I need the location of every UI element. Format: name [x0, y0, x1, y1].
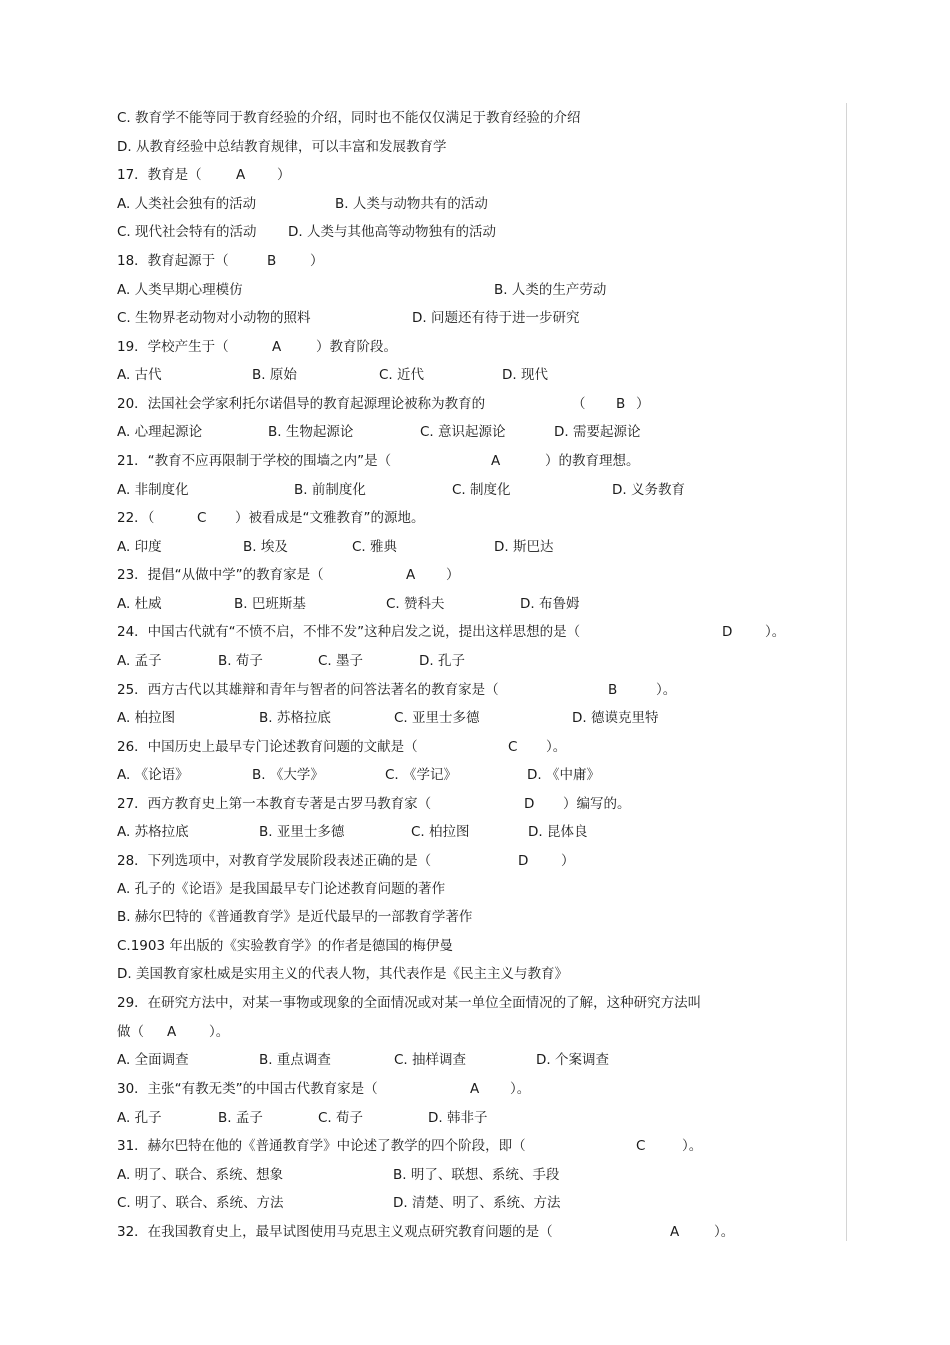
text-segment: C. 明了、联合、系统、方法 — [117, 1195, 284, 1211]
text-segment: 24．中国古代就有“不愤不启，不悱不发”这种启发之说，提出这样思想的是（ — [117, 624, 581, 640]
text-segment: C. 雅典 — [352, 539, 398, 555]
text-segment: ） — [636, 396, 650, 412]
text-segment: D. 从教育经验中总结教育规律，可以丰富和发展教育学 — [117, 139, 447, 155]
text-segment: C. 意识起源论 — [420, 424, 506, 440]
text-segment: ）。 — [682, 1138, 703, 1154]
text-segment: ）。 — [765, 624, 786, 640]
text-segment: A. 《论语》 — [117, 767, 189, 783]
text-segment: B. 亚里士多德 — [259, 824, 345, 840]
text-segment: A. 全面调查 — [117, 1052, 189, 1068]
text-segment: 32．在我国教育史上，最早试图使用马克思主义观点研究教育问题的是（ — [117, 1224, 553, 1240]
text-segment: C. 墨子 — [318, 653, 364, 669]
text-segment: B. 明了、联想、系统、手段 — [393, 1167, 560, 1183]
text-segment: A. 印度 — [117, 539, 162, 555]
text-segment: C. 现代社会特有的活动 — [117, 224, 257, 240]
text-segment: A. 孔子的《论语》是我国最早专门论述教育问题的著作 — [117, 881, 446, 897]
text-segment: B. 生物起源论 — [268, 424, 354, 440]
text-segment: ）。 — [656, 682, 677, 698]
text-segment: D. 现代 — [502, 367, 548, 383]
text-segment: 17．教育是（ — [117, 167, 202, 183]
text-segment: B. 孟子 — [218, 1110, 263, 1126]
text-segment: 18．教育起源于（ — [117, 253, 229, 269]
text-segment: 25．西方古代以其雄辩和青年与智者的问答法著名的教育家是（ — [117, 682, 499, 698]
text-segment: A. 孟子 — [117, 653, 162, 669]
answer-letter: D — [722, 624, 733, 640]
text-segment: D. 义务教育 — [612, 482, 685, 498]
text-segment: 29．在研究方法中，对某一事物或现象的全面情况或对某一单位全面情况的了解，这种研究方法叫 — [117, 995, 702, 1011]
text-segment: C. 赞科夫 — [386, 596, 445, 612]
text-segment: B. 原始 — [252, 367, 297, 383]
text-segment: ）教育阶段。 — [316, 339, 397, 355]
text-segment: ）被看成是“文雅教育”的源地。 — [235, 510, 425, 526]
text-segment: A. 非制度化 — [117, 482, 189, 498]
answer-letter: B — [616, 396, 626, 412]
text-segment: D. 布鲁姆 — [520, 596, 580, 612]
text-segment: 23．提倡“从做中学”的教育家是（ — [117, 567, 324, 583]
answer-letter: A — [272, 339, 282, 355]
answer-letter: D — [524, 796, 535, 812]
text-segment: A. 柏拉图 — [117, 710, 176, 726]
text-segment: ） — [561, 853, 575, 869]
text-segment: ）的教育理想。 — [545, 453, 640, 469]
text-segment: 27．西方教育史上第一本教育专著是古罗马教育家（ — [117, 796, 432, 812]
text-segment: A. 杜威 — [117, 596, 162, 612]
text-segment: B. 重点调查 — [259, 1052, 331, 1068]
text-segment: ）。 — [209, 1024, 230, 1040]
text-segment: A. 人类社会独有的活动 — [117, 196, 257, 212]
text-segment: B. 前制度化 — [294, 482, 366, 498]
text-segment: ）。 — [714, 1224, 735, 1240]
answer-letter: C — [508, 739, 518, 755]
text-segment: 31．赫尔巴特在他的《普通教育学》中论述了教学的四个阶段，即（ — [117, 1138, 526, 1154]
answer-letter: C — [197, 510, 207, 526]
text-segment: B. 人类与动物共有的活动 — [335, 196, 488, 212]
text-segment: D. 斯巴达 — [494, 539, 554, 555]
text-segment: D. 需要起源论 — [554, 424, 641, 440]
answer-letter: A — [406, 567, 416, 583]
text-segment: A. 孔子 — [117, 1110, 162, 1126]
text-segment: C. 《学记》 — [385, 767, 458, 783]
answer-letter: A — [167, 1024, 177, 1040]
text-segment: D. 《中庸》 — [527, 767, 600, 783]
answer-letter: C — [636, 1138, 646, 1154]
text-segment: A. 人类早期心理模仿 — [117, 282, 243, 298]
answer-letter: B — [608, 682, 618, 698]
text-segment: D. 韩非子 — [428, 1110, 488, 1126]
text-segment: C. 柏拉图 — [411, 824, 470, 840]
text-segment: D. 个案调查 — [536, 1052, 609, 1068]
text-segment: ）编写的。 — [563, 796, 631, 812]
text-segment: 21．“教育不应再限制于学校的围墙之内”是（ — [117, 453, 392, 469]
text-segment: B. 赫尔巴特的《普通教育学》是近代最早的一部教育学著作 — [117, 909, 473, 925]
text-segment: C.1903 年出版的《实验教育学》的作者是德国的梅伊曼 — [117, 938, 453, 954]
text-segment: 22．（ — [117, 510, 155, 526]
text-segment: B. 苏格拉底 — [259, 710, 331, 726]
answer-letter: A — [470, 1081, 480, 1097]
text-segment: B. 荀子 — [218, 653, 263, 669]
text-segment: ） — [310, 253, 324, 269]
text-segment: B. 人类的生产劳动 — [494, 282, 607, 298]
text-segment: 20．法国社会学家利托尔诺倡导的教育起源理论被称为教育的 — [117, 396, 486, 412]
text-segment: C. 制度化 — [452, 482, 511, 498]
text-segment: ） — [446, 567, 460, 583]
text-segment: （ — [572, 396, 586, 412]
text-segment: 19．学校产生于（ — [117, 339, 229, 355]
text-segment: C. 教育学不能等同于教育经验的介绍，同时也不能仅仅满足于教育经验的介绍 — [117, 110, 581, 126]
text-segment: C. 抽样调查 — [394, 1052, 467, 1068]
text-segment: A. 古代 — [117, 367, 162, 383]
text-segment: B. 巴班斯基 — [234, 596, 306, 612]
text-segment: 26．中国历史上最早专门论述教育问题的文献是（ — [117, 739, 418, 755]
answer-letter: B — [267, 253, 277, 269]
text-segment: D. 德谟克里特 — [572, 710, 659, 726]
text-segment: ） — [277, 167, 291, 183]
text-segment: ）。 — [546, 739, 567, 755]
answer-letter: A — [236, 167, 246, 183]
text-segment: D. 昆体良 — [528, 824, 588, 840]
answer-letter: A — [670, 1224, 680, 1240]
page-border-line — [846, 103, 847, 1241]
answer-letter: A — [491, 453, 501, 469]
text-segment: B. 埃及 — [243, 539, 288, 555]
text-segment: A. 心理起源论 — [117, 424, 203, 440]
text-segment: B. 《大学》 — [252, 767, 324, 783]
text-segment: D. 美国教育家杜威是实用主义的代表人物，其代表作是《民主主义与教育》 — [117, 966, 568, 982]
text-segment: 28．下列选项中，对教育学发展阶段表述正确的是（ — [117, 853, 432, 869]
text-segment: C. 亚里士多德 — [394, 710, 480, 726]
text-segment: D. 问题还有待于进一步研究 — [412, 310, 580, 326]
text-segment: C. 生物界老动物对小动物的照料 — [117, 310, 311, 326]
text-segment: D. 孔子 — [419, 653, 465, 669]
text-segment: A. 苏格拉底 — [117, 824, 189, 840]
answer-letter: D — [518, 853, 529, 869]
text-segment: C. 荀子 — [318, 1110, 364, 1126]
text-segment: D. 清楚、明了、系统、方法 — [393, 1195, 561, 1211]
text-segment: D. 人类与其他高等动物独有的活动 — [288, 224, 496, 240]
text-segment: C. 近代 — [379, 367, 425, 383]
text-segment: A. 明了、联合、系统、想象 — [117, 1167, 284, 1183]
text-segment: 30．主张“有教无类”的中国古代教育家是（ — [117, 1081, 378, 1097]
text-segment: 做（ — [117, 1024, 144, 1040]
text-segment: ）。 — [510, 1081, 531, 1097]
